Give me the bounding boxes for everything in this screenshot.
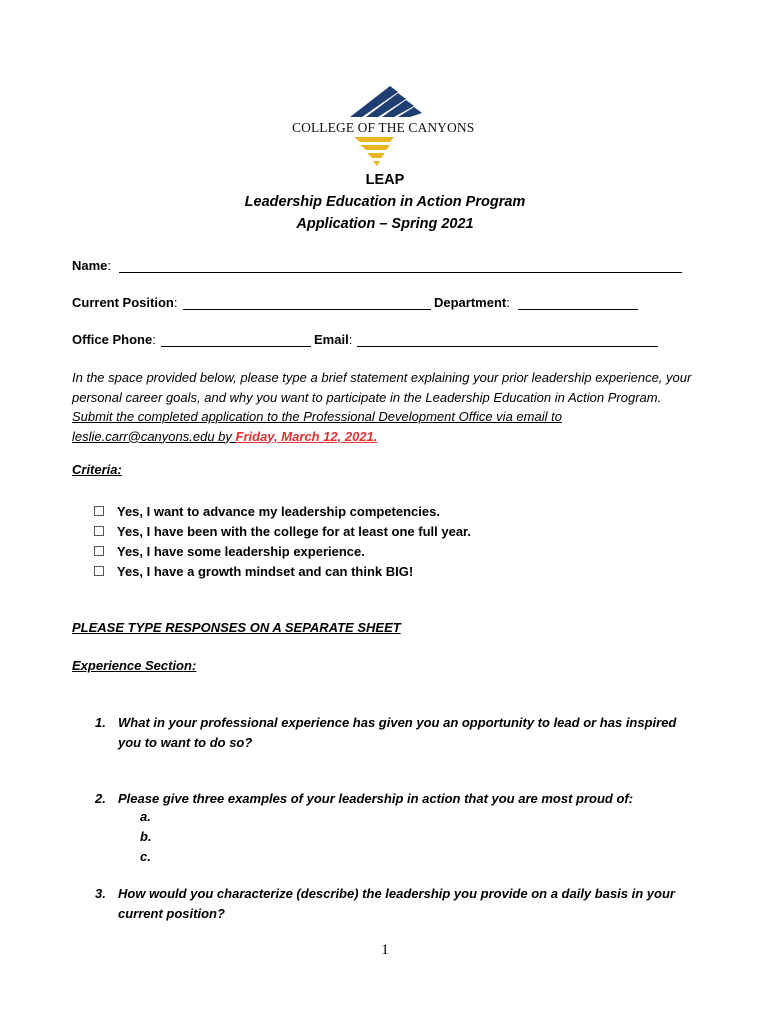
logo-text: COLLEGE OF THE CANYONS — [292, 120, 475, 135]
question-1: 1. What in your professional experience has given you an opportunity to lead or has inspired you to want to do so? — [95, 715, 677, 750]
contact-email-link[interactable]: leslie.carr@canyons.edu — [72, 428, 215, 444]
experience-section-title: Experience Section: — [72, 658, 197, 673]
name-label: Name: — [72, 258, 112, 273]
department-label: Department: — [434, 295, 510, 310]
college-logo — [290, 84, 485, 170]
current-position-label: Current Position: — [72, 295, 178, 310]
name-field[interactable] — [119, 272, 682, 273]
criteria-title: Criteria: — [72, 462, 122, 477]
checkbox[interactable] — [94, 506, 104, 516]
criteria-item[interactable]: Yes, I want to advance my leadership competencies. — [94, 504, 440, 519]
application-subtitle: Application – Spring 2021 — [296, 216, 474, 232]
acronym-title: LEAP — [365, 172, 405, 188]
criteria-item[interactable]: Yes, I have been with the college for at least one full year. — [94, 524, 471, 539]
criteria-item[interactable]: Yes, I have a growth mindset and can think BIG! — [94, 564, 413, 579]
sub-item-b: b. — [140, 829, 152, 844]
checkbox[interactable] — [94, 566, 104, 576]
current-position-field[interactable] — [183, 309, 431, 310]
email-label: Email: — [314, 332, 353, 347]
email-field[interactable] — [357, 346, 658, 347]
criteria-item[interactable]: Yes, I have some leadership experience. — [94, 544, 365, 559]
checkbox[interactable] — [94, 526, 104, 536]
department-field[interactable] — [518, 309, 638, 310]
sub-item-a: a. — [140, 809, 151, 824]
checkbox[interactable] — [94, 546, 104, 556]
program-title: Leadership Education in Action Program — [244, 194, 526, 210]
sub-item-c: c. — [140, 849, 151, 864]
question-3: 3. How would you characterize (describe) the leadership you provide on a daily basis in your current position? — [95, 886, 675, 921]
page-number: 1 — [381, 942, 389, 958]
submit-instructions: Submit the completed application to the Professional Development Office via email to — [72, 409, 562, 424]
office-phone-label: Office Phone: — [72, 332, 156, 347]
instructions-paragraph: In the space provided below, please type a brief statement explaining your prior leadership experience, your personal career goals, and why you want to participate in the Leadership Education in Action Program. Submit the completed application to the Professional Development Office via email to leslie.carr@canyons.edu by Friday, March 12, 2021. — [72, 370, 692, 444]
separate-sheet-notice: PLEASE TYPE RESPONSES ON A SEPARATE SHEET — [72, 620, 401, 635]
deadline: Friday, March 12, 2021. — [235, 428, 378, 444]
question-2: 2. Please give three examples of your leadership in action that you are most proud of: — [95, 791, 634, 806]
office-phone-field[interactable] — [161, 346, 311, 347]
